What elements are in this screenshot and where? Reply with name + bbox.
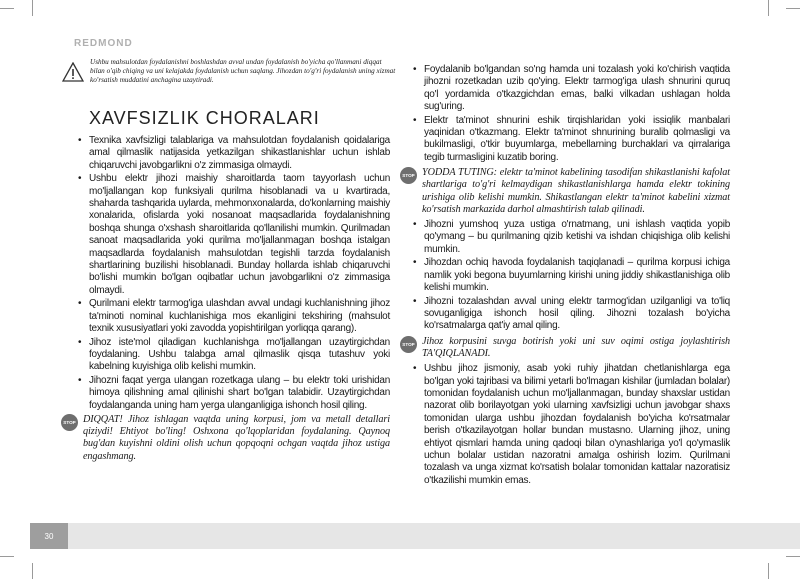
list-item: • Elektr ta'minot shnurini eshik tirqishlaridan yoki issiqlik manbalari yaqinidan o'tkazmang. Elektr ta'minot shnurining buralib qolmasligi va bukilmasligi, o'tkir buyumlarga, mebellarning burchaklari va qirralariga tegib turmasligini kuzatib boring. [412, 115, 730, 165]
warning-note-text: Ushbu mahsulotdan foydalanishni boshlashdan avval undan foydalanish bo'yicha qo'llanmani diqqat bilan o'qib chiqing va uni kelajakda foydalanish uchun saqlang. Jihozdan to'g'ri foydalanish uning xizmat ko'rsatish muddatini anchagina uzaytiradi. [90, 58, 396, 84]
page-title: XAVFSIZLIK CHORALARI [89, 108, 320, 128]
crop-mark [786, 8, 800, 9]
list-item: • Jihozni yumshoq yuza ustiga o'rnatmang, uni ishlash vaqtida yopib qo'ymang – bu qurilmaning qizib ketishi va ishdan chiqishiga olib kelishi mumkin. [412, 219, 730, 256]
list-item: • Foydalanib bo'lgandan so'ng hamda uni tozalash yoki ko'chirish vaqtida jihozni rozetkadan uzib qo'ying. Elektr tarmog'iga ulash shnurini quruq qo'l yordamida o'tkazgichdan emas, balki vilkadan ushlagan holda sug'uring. [412, 64, 730, 114]
list-item: • Jihozdan ochiq havoda foydalanish taqiqlanadi – qurilma korpusi ichiga namlik yoki begona buyumlarning kirishi uning jiddiy shikastlanishiga olib kelishi mumkin. [412, 257, 730, 294]
warning-triangle-icon [62, 58, 90, 87]
warning-note [62, 58, 398, 87]
stop-icon: STOP [61, 414, 78, 431]
right-bullet-list [412, 363, 730, 487]
stop-icon: STOP [400, 167, 417, 184]
list-item: • Jihozni faqat yerga ulangan rozetkaga ulang – bu elektr toki urishidan himoya qilishning amal qilinishi shart bo'lgan talabidir. Uzaytirgichdan foydalanganda uning ham yerga ulanganligiga ishonch hosil qiling. [77, 375, 390, 412]
list-item: • Jihoz iste'mol qiladigan kuchlanishga mo'ljallangan uzaytirgichdan foydalaning. Ushbu talabga amal qilmaslik qisqa tutashuv yoki kabelning kuyishiga olib kelishi mumkin. [77, 337, 390, 374]
prohibition-note [400, 336, 730, 360]
crop-mark [32, 0, 33, 16]
crop-mark [0, 556, 14, 557]
left-column [63, 135, 390, 463]
caution-text: DIQQAT! Jihoz ishlagan vaqtda uning korpusi, jom va metall detallari qiziydi! Ehtiyot bo'ling! Oshxona qo'lqoplaridan foydalaning. Qaynoq bug'dan kuyishni oldini olish uchun qopqoqni ochgan vaqtda jihoz ustiga engashmang. [83, 413, 390, 462]
crop-mark [786, 556, 800, 557]
list-item: • Jihozni tozalashdan avval uning elektr tarmog'idan uzilganligi va to'liq sovuganligiga ishonch hosil qiling. Jihozni tozalash bo'yicha ko'rsatmalarga qat'iy amal qiling. [412, 296, 730, 333]
stop-icon: STOP [400, 336, 417, 353]
right-column [402, 64, 730, 488]
list-item: • Texnika xavfsizligi talablariga va mahsulotdan foydalanish qoidalariga amal qilmaslik natijasida yetkazilgan shikastlanishlar uchun ishlab chiqaruvchi javobgarlikni o'z zimmasiga olmaydi. [77, 135, 390, 172]
list-item: • Ushbu elektr jihozi maishiy sharoitlarda taom tayyorlash uchun mo'ljallangan kop funksiyali qurilma hisoblanadi va u kvartirada, shaharda tashqarida uylarda, mehmonxonalarda, do'konlarning maishiy xonalarida, ofislarda yoki nosanoat maqsadlarida foydalanishning boshqa shunga o'xshash sharoitlarida qo'llanilishi mumkin. Qurilmadan sanoat maqsadlarida yoki qurilma mo'ljallanmagan boshqa istalgan maqsadlarda foydalanish mahsulotdan tegishli tarzda foydalanish shartlarining buzilishi hisoblanadi. Bunday hollarda ishlab chiqaruvchi bo'lishi mumkin bo'lgan oqibatlar uchun javobgarlikni o'z zimmasiga olmaydi. [77, 173, 390, 297]
reminder-note [400, 167, 730, 216]
right-bullet-list [412, 64, 730, 164]
prohibition-text: Jihoz korpusini suvga botirish yoki uni suv oqimi ostiga joylashtirish TA'QIQLANADI. [422, 335, 730, 359]
brand-logo: REDMOND [74, 38, 133, 49]
list-item: • Qurilmani elektr tarmog'iga ulashdan avval undagi kuchlanishning jihoz ta'minoti nominal kuchlanishiga mos ekanligini tekshiring (mahsulot texnik xususiyatlari yoki zavodda yopishtirilgan yorliqqa qarang). [77, 298, 390, 335]
crop-mark [768, 0, 769, 16]
left-bullet-list [77, 135, 390, 412]
list-item: • Ushbu jihoz jismoniy, asab yoki ruhiy jihatdan chetlanishlarga ega bo'lgan yoki tajribasi va bilimi yetarli bo'lmagan kishilar (jumladan bolalar) tomonidan foydalanish uchun mo'ljallanmagan, bunday shaxslar ustidan nazorat olib borilayotgan yoki ularning xavfsizligi uchun javobgar shaxs tomonidan ularga ushbu jihozdan foydalanish bo'yicha ko'rsatmalar berish o'tkazilayotgan hollar bundan mustasno. Ularning jihoz, uning ehtiyot qismlari hamda uning qadoqi bilan o'ynashlariga yo'l qo'ymaslik uchun bolalar ustidan nazoratni amalga oshirish lozim. Qurilmani tozalash va unga xizmat ko'rsatish bolalar tomonidan kattalar nazoratisiz o'tkazilishi mumkin emas. [412, 363, 730, 487]
page-number: 30 [30, 523, 68, 549]
reminder-text: YODDA TUTING: elektr ta'minot kabelining tasodifan shikastlanishi kafolat shartlariga to'g'ri kelmaydigan shikastlanishlarga hamda elektr tokining urishiga olib kelishi mumkin. Shikastlangan elektr ta'minot kabelini xizmat ko'rsatish markazida darhol almashtirish talab qilinadi. [422, 167, 730, 215]
footer-bar [68, 523, 800, 549]
crop-mark [0, 8, 14, 9]
caution-note [61, 414, 390, 463]
crop-mark [32, 563, 33, 579]
right-bullet-list [412, 219, 730, 333]
crop-mark [768, 563, 769, 579]
